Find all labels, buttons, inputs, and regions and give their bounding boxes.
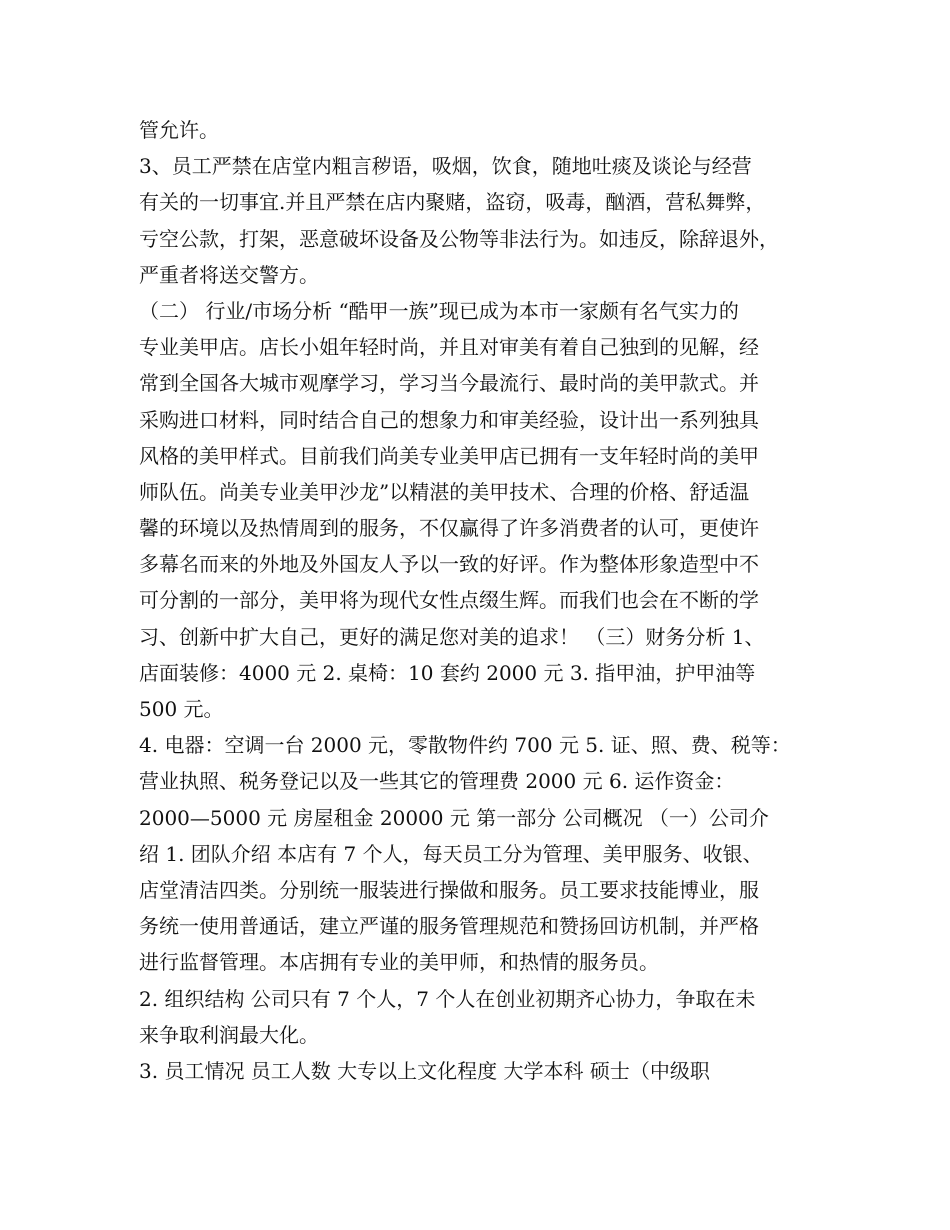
- text-line: 严重者将送交警方。: [139, 262, 319, 287]
- text-line: 可分割的一部分，美甲将为现代女性点缀生辉。而我们也会在不断的学: [139, 588, 759, 613]
- text-line: 采购进口材料，同时结合自己的想象力和审美经验，设计出一系列独具: [139, 407, 759, 432]
- text-line: 4. 电器：空调一台 2000 元，零散物件约 700 元 5. 证、照、费、税等：: [139, 733, 791, 758]
- text-line: 3. 员工情况 员工人数 大专以上文化程度 大学本科 硕士（中级职: [139, 1058, 710, 1083]
- text-line: 风格的美甲样式。目前我们尚美专业美甲店已拥有一支年轻时尚的美甲: [139, 443, 759, 468]
- text-line: 师队伍。尚美专业美甲沙龙”以精湛的美甲技术、合理的价格、舒适温: [139, 479, 750, 504]
- text-line: 多幕名而来的外地及外国友人予以一致的好评。作为整体形象造型中不: [139, 552, 759, 577]
- text-line: 常到全国各大城市观摩学习，学习当今最流行、最时尚的美甲款式。并: [139, 371, 759, 396]
- text-line: 管允许。: [139, 118, 219, 142]
- text-line: 店堂清洁四类。分别统一服装进行操做和服务。员工要求技能博业，服: [139, 877, 759, 902]
- text-line: 500 元。: [139, 697, 224, 721]
- text-line: 3、员工严禁在店堂内粗言秽语，吸烟，饮食，随地吐痰及谈论与经营: [139, 154, 752, 179]
- text-line: 亏空公款，打架，恶意破坏设备及公物等非法行为。如违反，除辞退外，: [139, 226, 779, 251]
- text-line: 有关的一切事宜.并且严禁在店内聚赌，盗窃，吸毒，酗酒，营私舞弊，: [139, 190, 766, 215]
- text-line: 来争取利润最大化。: [139, 1022, 319, 1047]
- text-line: 店面装修：4000 元 2. 桌椅：10 套约 2000 元 3. 指甲油，护甲油等: [139, 660, 756, 685]
- text-line: 专业美甲店。店长小姐年轻时尚，并且对审美有着自己独到的见解，经: [139, 335, 759, 360]
- text-line: （二） 行业/市场分析 “酷甲一族”现已成为本市一家颇有名气实力的: [139, 298, 739, 323]
- document-body: [139, 112, 839, 1089]
- text-line: 馨的环境以及热情周到的服务，不仅赢得了许多消费者的认可，更使许: [139, 516, 759, 541]
- text-line: 绍 1. 团队介绍 本店有 7 个人，每天员工分为管理、美甲服务、收银、: [139, 841, 763, 866]
- text-line: 进行监督管理。本店拥有专业的美甲师，和热情的服务员。: [139, 950, 659, 975]
- text-line: 习、创新中扩大自己，更好的满足您对美的追求！ （三）财务分析 1、: [139, 624, 765, 649]
- text-line: 2. 组织结构 公司只有 7 个人，7 个人在创业初期齐心协力，争取在未: [139, 986, 756, 1011]
- text-line: 营业执照、税务登记以及一些其它的管理费 2000 元 6. 运作资金：: [139, 769, 735, 794]
- text-line: 2000—5000 元 房屋租金 20000 元 第一部分 公司概况 （一）公司介: [139, 805, 769, 830]
- text-line: 务统一使用普通话，建立严谨的服务管理规范和赞扬回访机制，并严格: [139, 914, 759, 939]
